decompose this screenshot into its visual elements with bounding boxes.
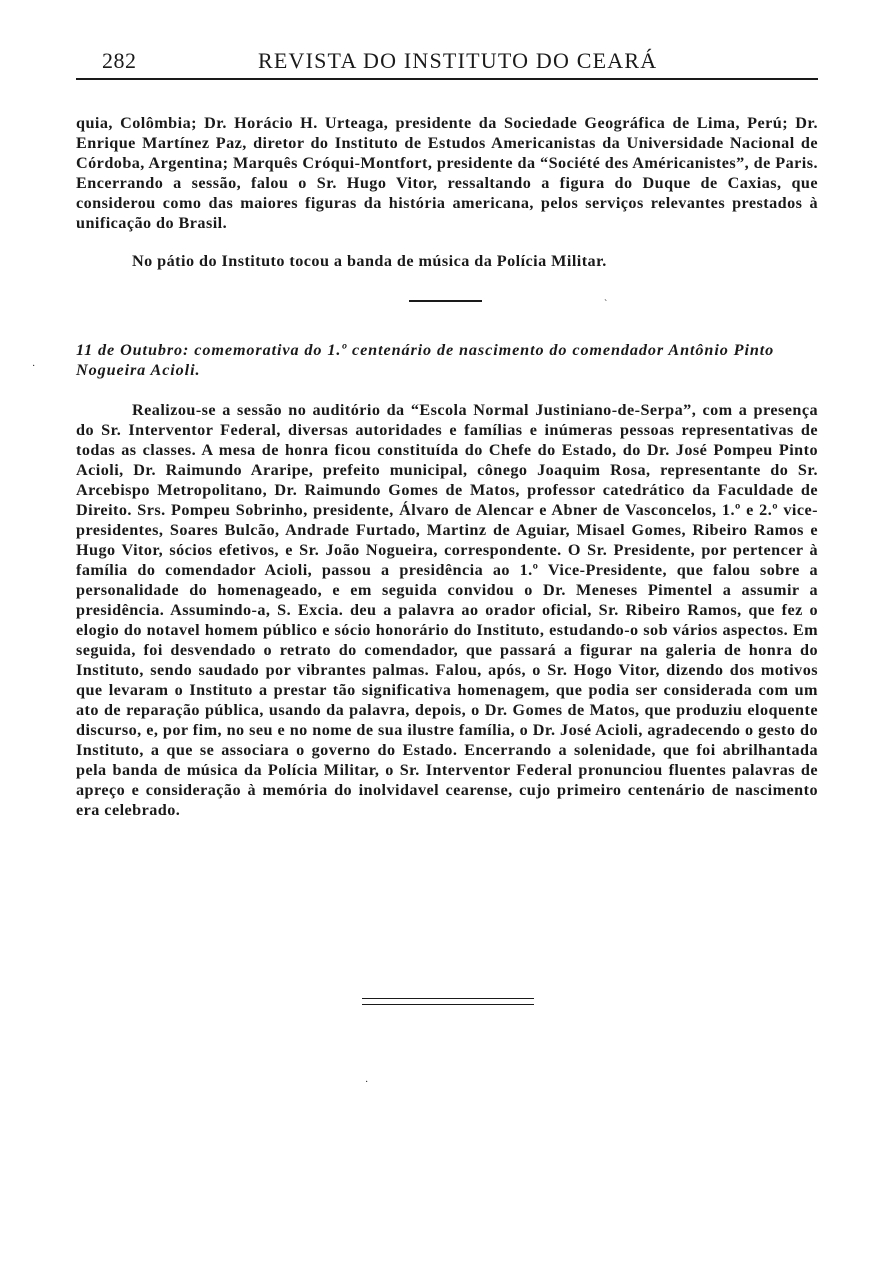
section-divider xyxy=(409,300,482,302)
section-heading: 11 de Outubro: comemorativa do 1.º centenário de nascimento do comendador Antônio Pinto Nogueira Acioli. xyxy=(76,341,775,379)
paragraph-session: Realizou-se a sessão no auditório da “Escola Normal Justiniano-de-Serpa”, com a presença do Sr. Interventor Federal, diversas autoridades e famílias e inúmeras pessoas representativas de todas as classes. A mesa de honra ficou constituída do Chefe do Estado, do Dr. José Pompeu Pinto Acioli, Dr. Raimundo Araripe, prefeito municipal, cônego Joaquim Rosa, representante do Sr. Arcebispo Metropolitano, Dr. Raimundo Gomes de Matos, professor catedrático da Faculdade de Direito. Srs. Pompeu Sobrinho, presidente, Álvaro de Alencar e Abner de Vasconcelos, 1.º e 2.º vice-presidentes, Soares Bulcão, Andrade Furtado, Martinz de Aguiar, Misael Gomes, Ribeiro Ramos e Hugo Vitor, sócios efetivos, e Sr. João Nogueira, correspondente. O Sr. Presidente, por pertencer à família do comendador Acioli, passou a presidência ao 1.º Vice-Presidente, que falou sobre a personalidade do homenageado, e em seguida convidou o Dr. Meneses Pimentel a assumir a presidência. Assumindo-a, S. Excia. deu a palavra ao orador oficial, Sr. Ribeiro Ramos, que fez o elogio do notavel homem público e sócio honorário do Instituto, estudando-o sob vários aspectos. Em seguida, foi desvendado o retrato do comendador, que passará a figurar na galeria de honra do Instituto, sendo saudado por vibrantes palmas. Falou, após, o Sr. Hogo Vitor, dizendo dos motivos que levaram o Instituto a prestar tão significativa homenagem, que podia ser considerada com um ato de reparação pública, usando da palavra, depois, o Dr. Gomes de Matos, que produziu eloquente discurso, e, por fim, no seu e no nome de sua ilustre família, o Dr. José Acioli, agradecendo o gesto do Instituto, a que se associara o governo do Estado. Encerrando a solenidade, que foi abrilhantada pela banda de música da Polícia Militar, o Sr. Interventor Federal pronunciou fluentes palavras de apreço e consideração à memória do inolvidavel cearense, cujo primeiro centenário de nascimento era celebrado. xyxy=(76,401,818,819)
page-number: 282 xyxy=(102,48,137,73)
paragraph-continuation: quia, Colômbia; Dr. Horácio H. Urteaga, presidente da Sociedade Geográfica de Lima, Perú; Dr. Enrique Martínez Paz, diretor do Instituto de Estudos Americanistas da Universidade Nacional de Córdoba, Argentina; Marquês Cróqui-Montfort, presidente da “Société des Américanistes”, de Paris. Encerrando a sessão, falou o Sr. Hugo Vitor, ressaltando a figura do Duque de Caxias, que considerou como das maiores figuras da história americana, pelos serviços relevantes prestados à unificação do Brasil. xyxy=(76,114,818,232)
running-title: REVISTA DO INSTITUTO DO CEARÁ xyxy=(258,48,658,73)
page-header xyxy=(76,48,818,76)
paragraph-band: No pátio do Instituto tocou a banda de música da Polícia Militar. xyxy=(132,252,607,270)
print-speck: · xyxy=(32,361,36,372)
header-rule xyxy=(76,78,818,80)
print-speck: ˋ xyxy=(604,299,608,310)
print-speck: · xyxy=(365,1077,369,1088)
end-double-rule xyxy=(362,998,534,1005)
